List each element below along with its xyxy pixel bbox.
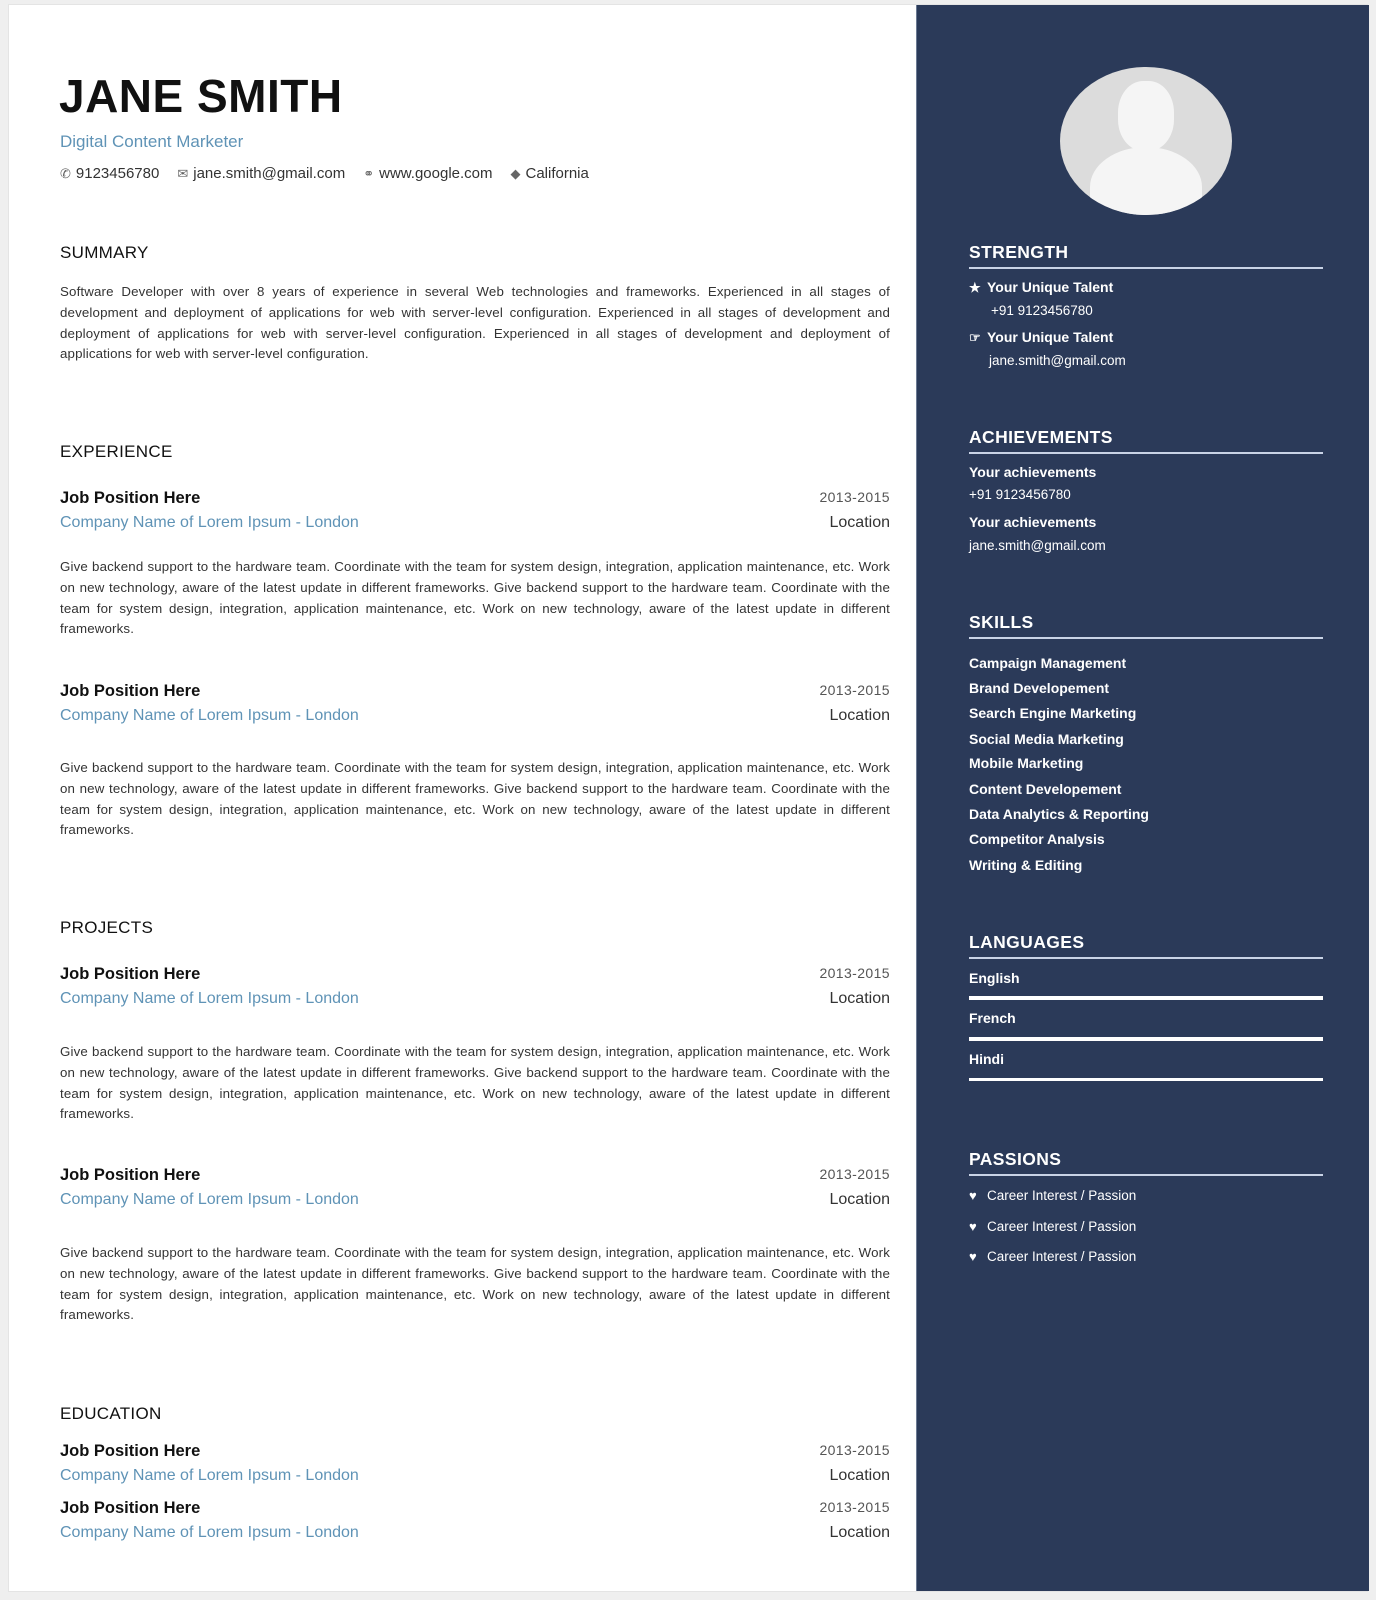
passion-label: Career Interest / Passion bbox=[987, 1219, 1137, 1234]
avatar-body-silhouette bbox=[1090, 147, 1202, 215]
summary-title: SUMMARY bbox=[60, 243, 149, 262]
project-entry bbox=[60, 1166, 890, 1216]
skill-item: Content Developement bbox=[969, 781, 1122, 797]
company-name: Company Name of Lorem Ipsum - London bbox=[60, 1467, 359, 1484]
passion-item bbox=[969, 1219, 1136, 1234]
language-label: Hindi bbox=[969, 1051, 1004, 1067]
language-level-bar bbox=[969, 1037, 1323, 1041]
passion-label: Career Interest / Passion bbox=[987, 1249, 1137, 1264]
achievements-title: ACHIEVEMENTS bbox=[969, 427, 1113, 447]
languages-divider bbox=[969, 957, 1323, 959]
star-icon: ★ bbox=[969, 280, 981, 295]
experience-entry bbox=[60, 489, 890, 539]
education-entry bbox=[60, 1499, 890, 1549]
strength-title: STRENGTH bbox=[969, 242, 1069, 262]
contact-location bbox=[511, 165, 589, 182]
job-location: Location bbox=[829, 514, 890, 531]
passion-item bbox=[969, 1249, 1136, 1264]
date-range: 2013-2015 bbox=[819, 1499, 890, 1515]
email-icon: ✉ bbox=[177, 165, 189, 181]
phone-text: 9123456780 bbox=[75, 165, 160, 182]
education-entry bbox=[60, 1442, 890, 1492]
project-entry bbox=[60, 965, 890, 1015]
sidebar bbox=[916, 5, 1369, 1591]
contact-email[interactable] bbox=[177, 165, 345, 182]
date-range: 2013-2015 bbox=[819, 682, 890, 698]
skill-item: Search Engine Marketing bbox=[969, 705, 1137, 721]
achievement-detail: +91 9123456780 bbox=[969, 487, 1071, 502]
job-position: Job Position Here bbox=[60, 1442, 201, 1460]
skills-title: SKILLS bbox=[969, 612, 1034, 632]
website-text[interactable]: www.google.com bbox=[379, 165, 493, 182]
skill-item: Mobile Marketing bbox=[969, 755, 1084, 771]
language-level-bar bbox=[969, 1078, 1323, 1081]
job-position: Job Position Here bbox=[60, 1166, 201, 1184]
thumbs-up-icon: ☞ bbox=[969, 330, 981, 345]
contact-website[interactable] bbox=[363, 165, 492, 182]
phone-icon: ✆ bbox=[60, 165, 71, 181]
language-level-bar bbox=[969, 996, 1323, 1000]
strength-item bbox=[969, 329, 1113, 346]
skill-item: Writing & Editing bbox=[969, 857, 1083, 873]
date-range: 2013-2015 bbox=[819, 1442, 890, 1458]
job-location: Location bbox=[829, 1467, 890, 1484]
job-position: Job Position Here bbox=[60, 489, 201, 507]
resume-page bbox=[8, 4, 1368, 1592]
email-text[interactable]: jane.smith@gmail.com bbox=[193, 165, 346, 182]
experience-title: EXPERIENCE bbox=[60, 442, 173, 461]
language-label: English bbox=[969, 970, 1020, 986]
date-range: 2013-2015 bbox=[819, 489, 890, 505]
achievement-label: Your achievements bbox=[969, 464, 1097, 480]
candidate-role: Digital Content Marketer bbox=[60, 132, 244, 151]
date-range: 2013-2015 bbox=[819, 965, 890, 981]
passions-divider bbox=[969, 1174, 1323, 1176]
heart-icon: ♥ bbox=[969, 1219, 977, 1234]
education-title: EDUCATION bbox=[60, 1404, 162, 1423]
link-icon: ⚭ bbox=[363, 165, 375, 181]
company-name: Company Name of Lorem Ipsum - London bbox=[60, 707, 359, 724]
date-range: 2013-2015 bbox=[819, 1166, 890, 1182]
language-label: French bbox=[969, 1010, 1016, 1026]
achievement-detail: jane.smith@gmail.com bbox=[969, 538, 1106, 553]
experience-description: Give backend support to the hardware team. Coordinate with the team for system design, integration, application maintenance, etc. Work on new technology, aware of the latest update in different frameworks. Give backend support to the hardware team. Coordinate with the team for system design, integration, application maintenance, etc. Work on new technology, aware of the latest update in different frameworks. bbox=[60, 559, 890, 637]
avatar bbox=[1060, 67, 1232, 215]
passion-item bbox=[969, 1188, 1136, 1203]
experience-entry bbox=[60, 682, 890, 732]
strength-detail: jane.smith@gmail.com bbox=[989, 353, 1126, 368]
contact-row bbox=[60, 165, 589, 182]
languages-title: LANGUAGES bbox=[969, 932, 1085, 952]
summary-text: Software Developer with over 8 years of experience in several Web technologies and frameworks. Experienced in all stages of development and deployment of applications for web with server-level configuration. Experienced in all stages of development and deployment of applications for web with server-level configuration. Experienced in all stages of development and deployment of applications for web with server-level configuration. bbox=[60, 284, 890, 362]
company-name: Company Name of Lorem Ipsum - London bbox=[60, 1191, 359, 1208]
skill-item: Competitor Analysis bbox=[969, 831, 1105, 847]
projects-title: PROJECTS bbox=[60, 918, 154, 937]
achievements-divider bbox=[969, 452, 1323, 454]
location-icon: ◆ bbox=[510, 165, 521, 181]
passion-label: Career Interest / Passion bbox=[987, 1188, 1137, 1203]
strength-item bbox=[969, 279, 1113, 296]
job-location: Location bbox=[829, 1191, 890, 1208]
strength-label: Your Unique Talent bbox=[987, 279, 1114, 295]
heart-icon: ♥ bbox=[969, 1188, 977, 1203]
job-location: Location bbox=[829, 990, 890, 1007]
project-description: Give backend support to the hardware team. Coordinate with the team for system design, integration, application maintenance, etc. Work on new technology, aware of the latest update in different frameworks. Give backend support to the hardware team. Coordinate with the team for system design, integration, application maintenance, etc. Work on new technology, aware of the latest update in different frameworks. bbox=[60, 1044, 890, 1122]
company-name: Company Name of Lorem Ipsum - London bbox=[60, 514, 359, 531]
job-location: Location bbox=[829, 1524, 890, 1541]
avatar-head-silhouette bbox=[1118, 81, 1174, 151]
strength-detail: +91 9123456780 bbox=[991, 303, 1093, 318]
experience-description: Give backend support to the hardware team. Coordinate with the team for system design, integration, application maintenance, etc. Work on new technology, aware of the latest update in different frameworks. Give backend support to the hardware team. Coordinate with the team for system design, integration, application maintenance, etc. Work on new technology, aware of the latest update in different frameworks. bbox=[60, 760, 890, 838]
job-location: Location bbox=[829, 707, 890, 724]
achievement-label: Your achievements bbox=[969, 514, 1097, 530]
job-position: Job Position Here bbox=[60, 682, 201, 700]
company-name: Company Name of Lorem Ipsum - London bbox=[60, 1524, 359, 1541]
heart-icon: ♥ bbox=[969, 1249, 977, 1264]
skill-item: Campaign Management bbox=[969, 655, 1127, 671]
skill-item: Data Analytics & Reporting bbox=[969, 806, 1149, 822]
job-position: Job Position Here bbox=[60, 1499, 201, 1517]
job-position: Job Position Here bbox=[60, 965, 201, 983]
strength-label: Your Unique Talent bbox=[987, 329, 1114, 345]
location-text: California bbox=[525, 165, 589, 182]
skill-item: Brand Developement bbox=[969, 680, 1110, 696]
skill-item: Social Media Marketing bbox=[969, 731, 1124, 747]
strength-divider bbox=[969, 267, 1323, 269]
main-column bbox=[9, 5, 916, 1591]
project-description: Give backend support to the hardware team. Coordinate with the team for system design, integration, application maintenance, etc. Work on new technology, aware of the latest update in different frameworks. Give backend support to the hardware team. Coordinate with the team for system design, integration, application maintenance, etc. Work on new technology, aware of the latest update in different frameworks. bbox=[60, 1245, 890, 1323]
skills-divider bbox=[969, 637, 1323, 639]
candidate-name: JANE SMITH bbox=[59, 70, 343, 122]
passions-title: PASSIONS bbox=[969, 1149, 1062, 1169]
contact-phone bbox=[60, 165, 159, 182]
company-name: Company Name of Lorem Ipsum - London bbox=[60, 990, 359, 1007]
